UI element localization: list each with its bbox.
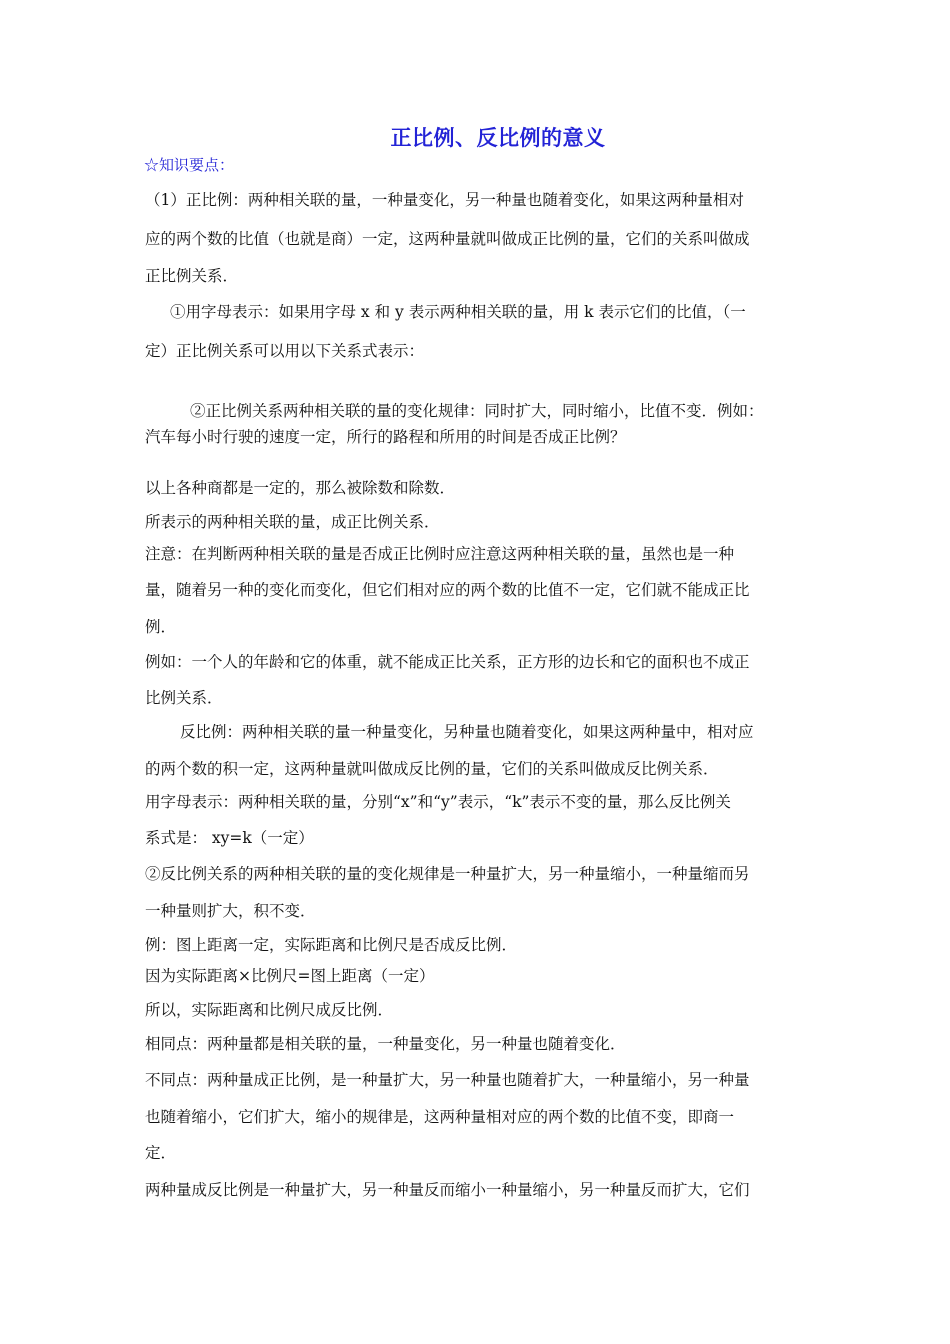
paragraph-line: 所以，实际距离和比例尺成反比例． [145,1001,394,1019]
paragraph-line: 一种量则扩大，积不变． [145,902,316,920]
paragraph-line: ①用字母表示：如果用字母 x 和 y 表示两种相关联的量，用 k 表示它们的比值，（一 [170,303,746,321]
paragraph-line: 定）正比例关系可以用以下关系式表示： [145,342,425,360]
paragraph-line: 量，随着另一种的变化而变化，但它们相对应的两个数的比值不一定，它们就不能成正比 [145,581,750,599]
paragraph-line: ②正比例关系两种相关联的量的变化规律：同时扩大，同时缩小，比值不变．例如： [190,402,764,420]
paragraph-line: 例：图上距离一定，实际距离和比例尺是否成反比例． [145,936,518,954]
paragraph-line: 用字母表示：两种相关联的量，分别“x”和“y”表示，“k”表示不变的量，那么反比例关 [145,793,731,811]
paragraph-line: 因为实际距离×比例尺=图上距离（一定） [145,967,435,985]
paragraph-line: 注意：在判断两种相关联的量是否成正比例时应注意这两种相关联的量，虽然也是一种 [145,545,735,563]
key-points-heading: ☆知识要点： [144,156,235,174]
paragraph-line: 不同点：两种量成正比例，是一种量扩大，另一种量也随着扩大，一种量缩小，另一种量 [145,1071,750,1089]
paragraph-line: 的两个数的积一定，这两种量就叫做成反比例的量，它们的关系叫做成反比例关系． [145,760,719,778]
paragraph-line: 应的两个数的比值（也就是商）一定，这两种量就叫做成正比例的量，它们的关系叫做成 [145,230,750,248]
paragraph-line: ②反比例关系的两种相关联的量的变化规律是一种量扩大，另一种量缩小，一种量缩而另 [145,865,750,883]
paragraph-line: 汽车每小时行驶的速度一定，所行的路程和所用的时间是否成正比例？ [145,428,626,446]
paragraph-line: 相同点：两种量都是相关联的量，一种量变化，另一种量也随着变化． [145,1035,626,1053]
paragraph-line: 以上各种商都是一定的，那么被除数和除数． [145,479,456,497]
paragraph-line: 反比例：两种相关联的量一种量变化，另种量也随着变化，如果这两种量中，相对应 [180,723,754,741]
page-title: 正比例、反比例的意义 [390,125,606,150]
paragraph-line: 正比例关系． [145,267,239,285]
paragraph-line: （1）正比例：两种相关联的量，一种量变化，另一种量也随着变化，如果这两种量相对 [145,191,744,209]
paragraph-line: 系式是： xy=k（一定） [145,829,314,847]
paragraph-line: 例如：一个人的年龄和它的体重，就不能成正比关系，正方形的边长和它的面积也不成正 [145,653,750,671]
paragraph-line: 例． [145,618,177,636]
paragraph-line: 也随着缩小，它们扩大，缩小的规律是，这两种量相对应的两个数的比值不变，即商一 [145,1108,735,1126]
paragraph-line: 所表示的两种相关联的量，成正比例关系． [145,513,440,531]
paragraph-line: 定． [145,1144,177,1162]
paragraph-line: 两种量成反比例是一种量扩大，另一种量反而缩小一种量缩小，另一种量反而扩大，它们 [145,1181,750,1199]
paragraph-line: 比例关系． [145,689,223,707]
